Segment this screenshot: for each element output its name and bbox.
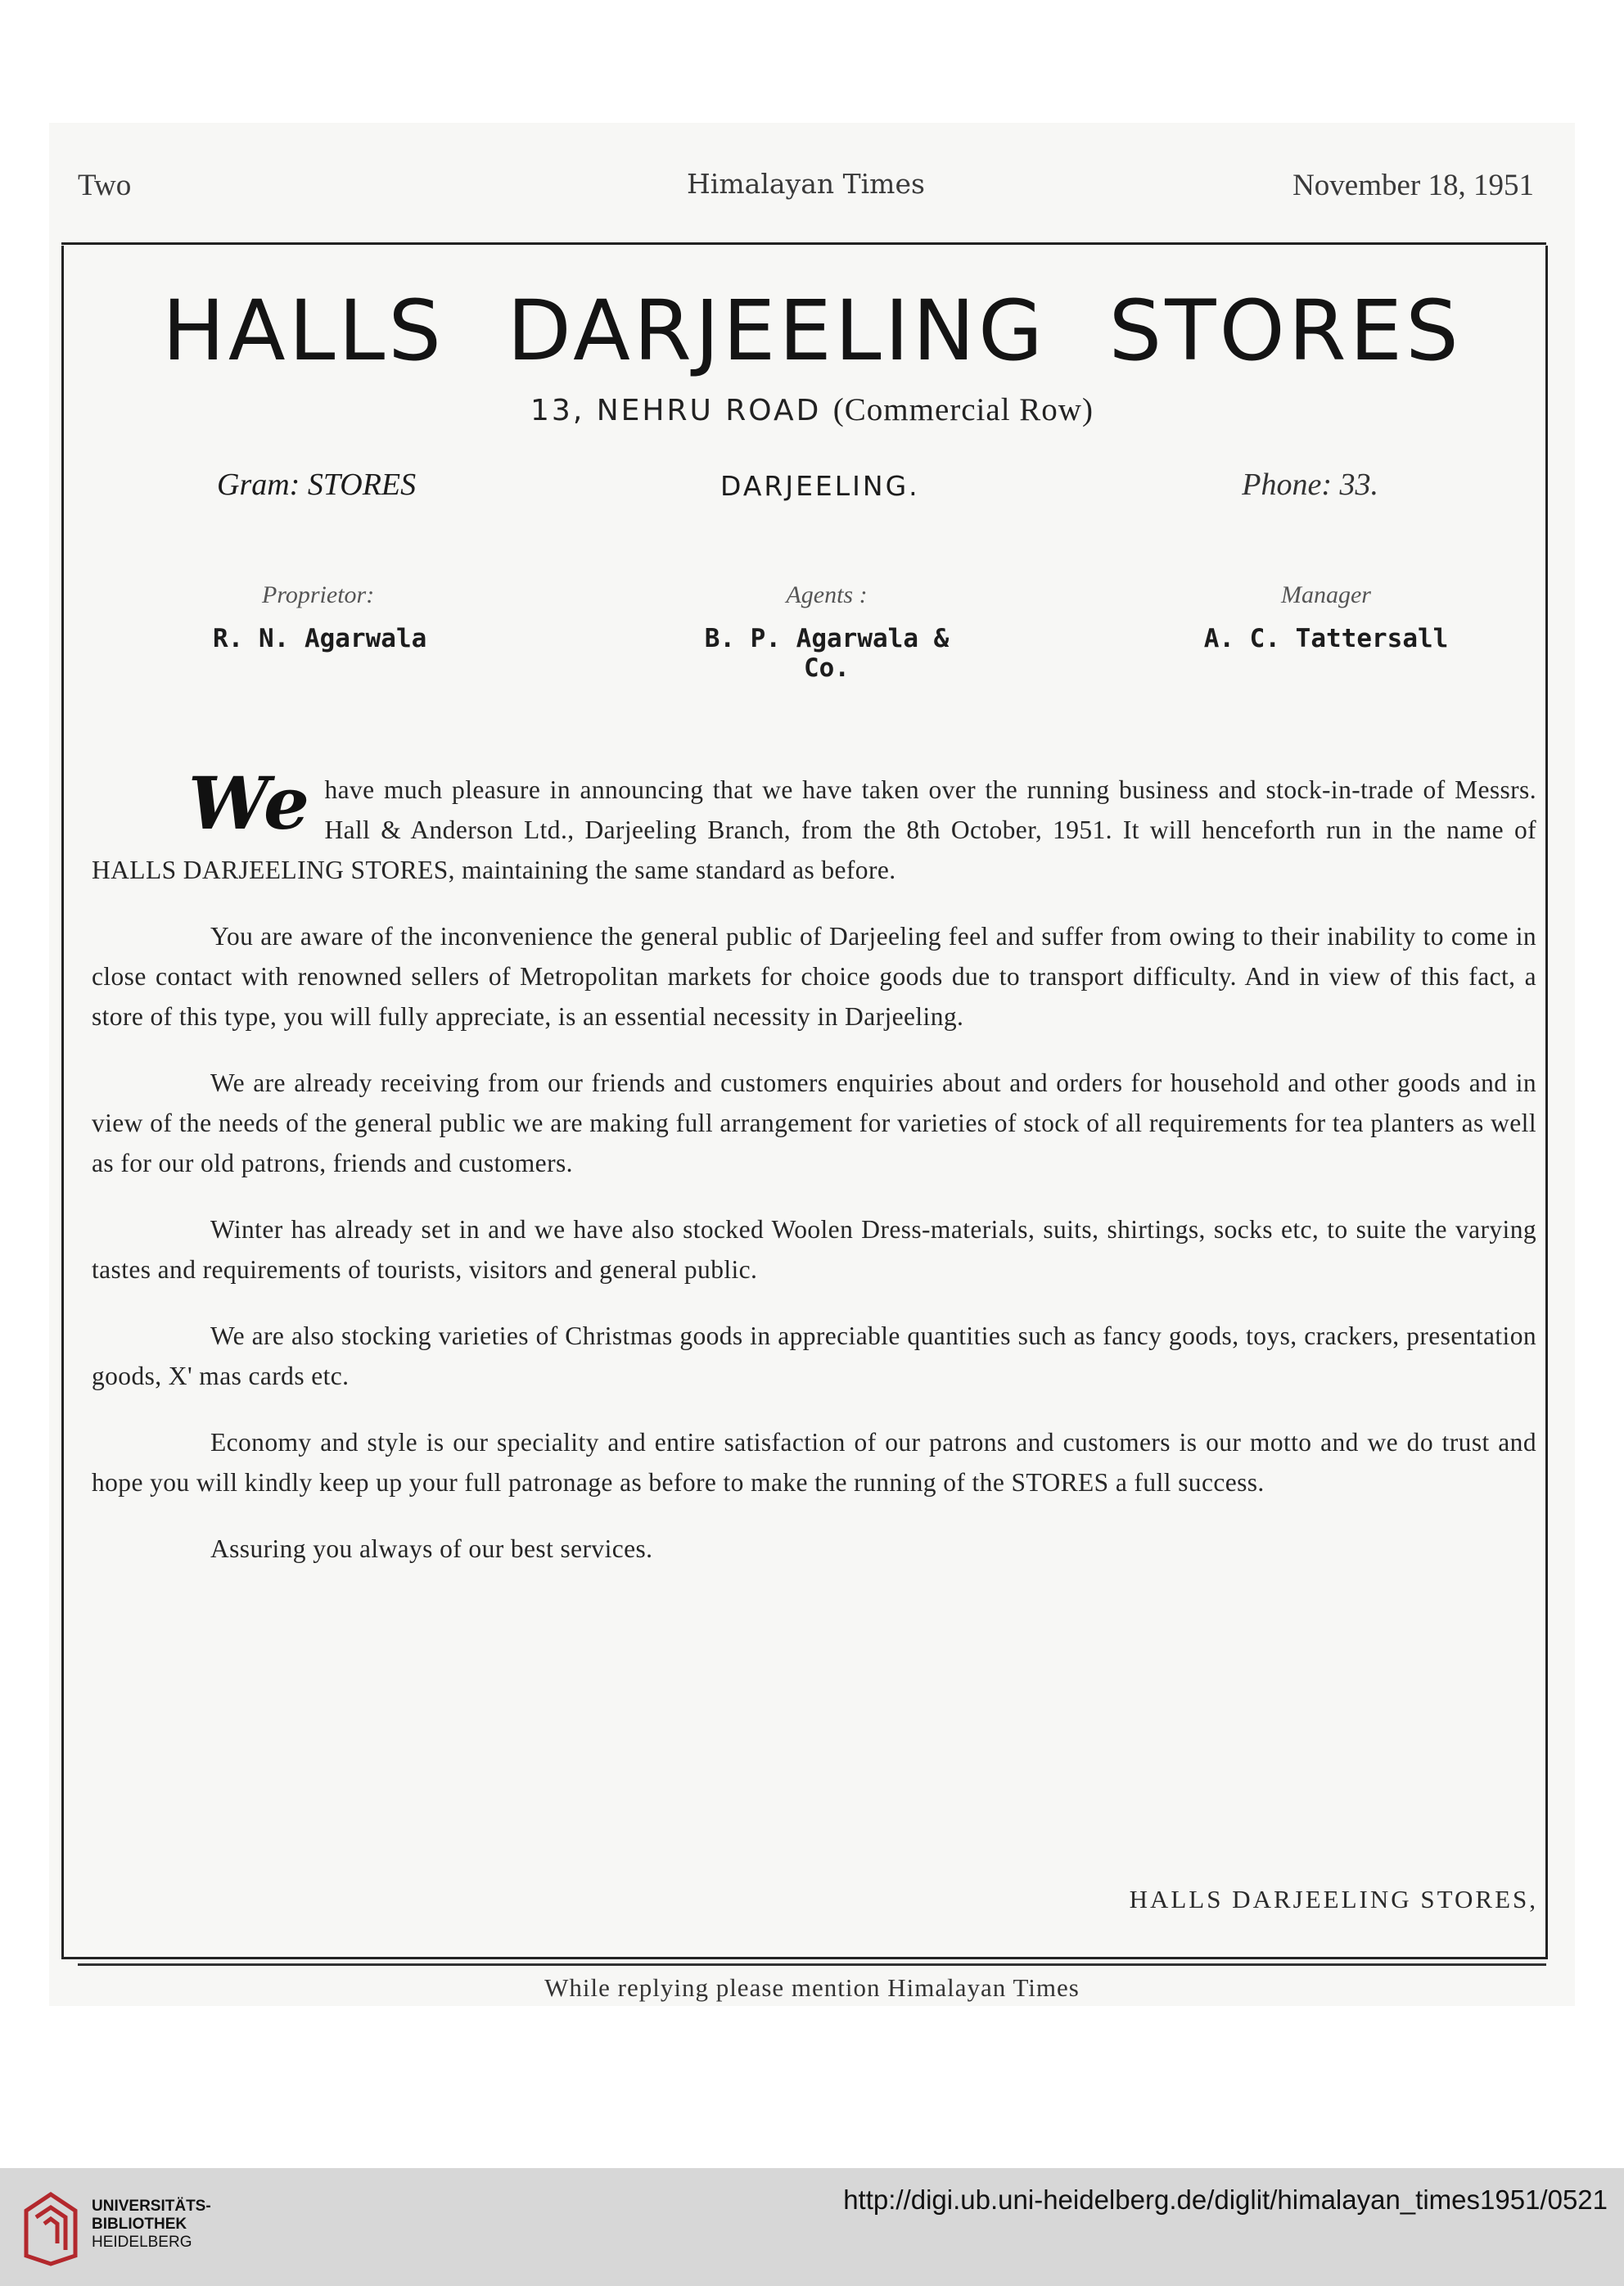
contact-line <box>217 467 1378 516</box>
bottom-rule <box>78 1963 1546 1966</box>
proprietor-label: Proprietor: <box>262 581 375 608</box>
library-footer-bar <box>0 2168 1624 2286</box>
staff-roles <box>0 581 1624 683</box>
address-note: (Commercial Row) <box>832 392 1094 427</box>
footer-note: While replying please mention Himalayan Times <box>544 1973 1080 2002</box>
paragraph-4: Winter has already set in and we have also stocked Woolen Dress-materials, suits, shirtings, socks etc, to suite the varying tastes and requirements of tourists, visitors and general public. <box>92 1215 1536 1284</box>
top-rule <box>61 242 1546 245</box>
library-name <box>92 2198 211 2252</box>
ad-title: HALLS DARJEELING STORES <box>162 282 1462 380</box>
manager-block <box>1203 581 1449 653</box>
ad-signature: HALLS DARJEELING STORES, <box>1129 1885 1538 1913</box>
drop-cap: We <box>188 761 310 846</box>
agents-block <box>679 581 974 683</box>
ad-address <box>0 391 1624 428</box>
library-name-line-3: HEIDELBERG <box>92 2234 192 2251</box>
proprietor-name: R. N. Agarwala <box>213 624 427 653</box>
address-street: 13, NEHRU ROAD <box>530 394 822 427</box>
agents-name: B. P. Agarwala & Co. <box>704 624 950 683</box>
telegram-address: Gram: STORES <box>217 468 417 502</box>
paragraph-6: Economy and style is our speciality and entire satisfaction of our patrons and customers is our motto and we do trust and hope you will kindly keep up your full patronage as before to make the running of the STORES a full success. <box>92 1428 1536 1497</box>
paragraph-2: You are aware of the inconvenience the general public of Darjeeling feel and suffer from owing to their inability to come in close contact with renowned sellers of Metropolitan markets for choice goods due to transport difficulty. And in view of this fact, a store of this type, you will fully appreciate, is an essential necessity in Darjeeling. <box>92 922 1536 1031</box>
proprietor-block <box>213 581 426 653</box>
newspaper-name: Himalayan Times <box>687 168 925 200</box>
paragraph-5: We are also stocking varieties of Christmas goods in appreciable quantities such as fancy goods, toys, crackers, presentation goods, X' mas cards etc. <box>92 1321 1536 1390</box>
library-name-line-2: BIBLIOTHEK <box>92 2216 187 2233</box>
issue-date: November 18, 1951 <box>1292 169 1534 202</box>
paragraph-1 <box>92 761 1536 890</box>
library-name-line-1: UNIVERSITÄTS- <box>92 2198 211 2215</box>
agents-label: Agents : <box>786 581 868 608</box>
page-number: Two <box>78 169 132 202</box>
ad-body <box>92 761 1536 1595</box>
page-header <box>78 168 1534 217</box>
city-name: DARJEELING. <box>720 470 920 502</box>
phone-number: Phone: 33. <box>1242 468 1378 502</box>
manager-label: Manager <box>1281 581 1371 608</box>
paragraph-3: We are already receiving from our friends and customers enquiries about and orders for household and other goods and in view of the needs of the general public we are making full arrangement for varieties of stock of all requirements for tea planters as well as for our old patrons, friends and customers. <box>92 1068 1536 1177</box>
paragraph-7: Assuring you always of our best services. <box>210 1534 653 1563</box>
manager-name: A. C. Tattersall <box>1203 624 1449 653</box>
source-url-link[interactable]: http://digi.ub.uni-heidelberg.de/diglit/himalayan_times1951/0521 <box>843 2184 1608 2215</box>
library-logo-icon <box>18 2186 83 2268</box>
paragraph-text: have much pleasure in announcing that we have taken over the running business and stock-in-trade of Messrs. Hall & Anderson Ltd., Darjeeling Branch, from the 8th October, 1951. It will henceforth run in the name of HALLS DARJEELING STORES, maintaining the same standard as before. <box>92 775 1536 884</box>
